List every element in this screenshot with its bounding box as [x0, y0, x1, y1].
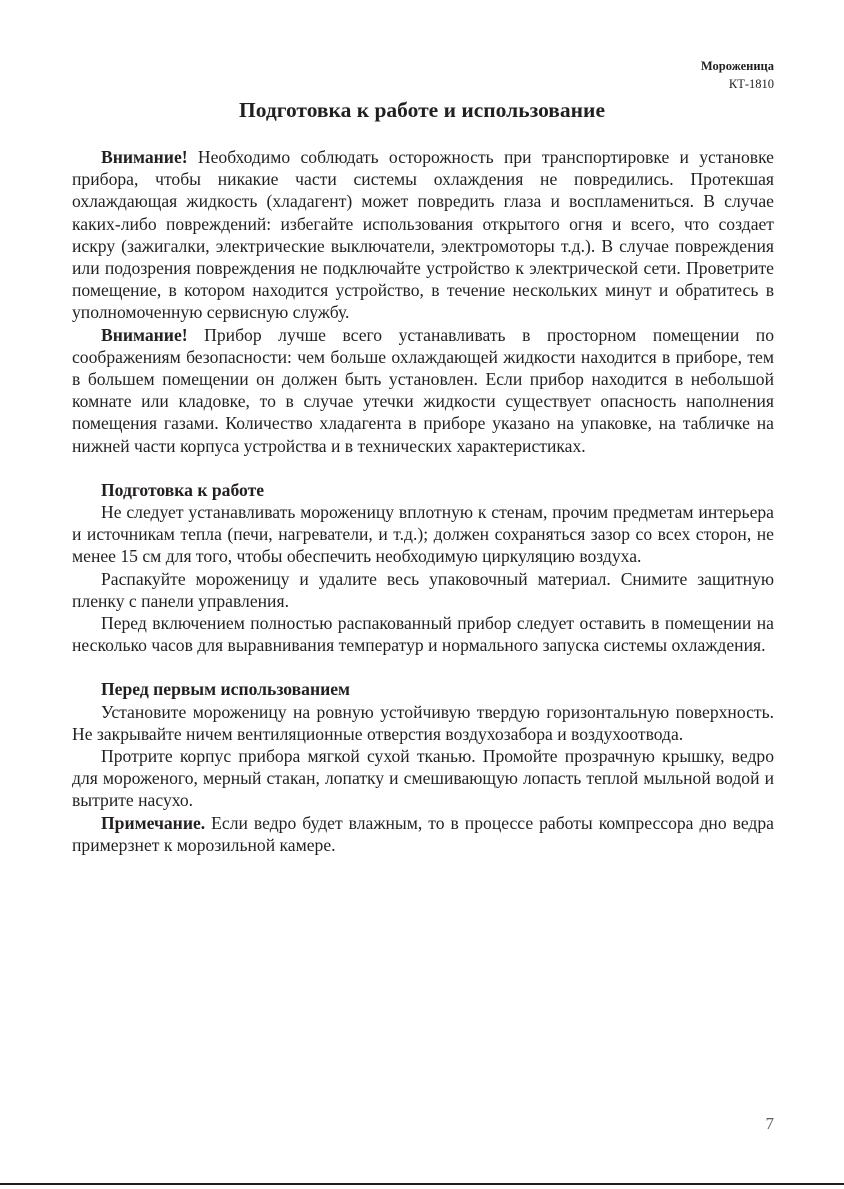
- note-paragraph: [72, 812, 774, 856]
- page-content: [72, 146, 774, 856]
- first-use-heading: Перед первым использованием: [101, 679, 351, 700]
- warning-paragraph-1: [72, 146, 774, 324]
- bottom-divider: [0, 1183, 844, 1185]
- section-spacer: [72, 457, 774, 479]
- product-name: Мороженица: [700, 59, 774, 73]
- section-spacer: [72, 656, 774, 678]
- first-use-paragraph-1: Установите мороженицу на ровную устойчивую твердую горизонтальную поверхность. Не закрывайте ничем вентиляционные отверстия воздухозабора и воздухоотвода.: [72, 701, 774, 744]
- warning-lead-1: Внимание!: [101, 147, 188, 167]
- note-lead: Примечание.: [101, 812, 206, 833]
- warning-lead-2: Внимание!: [101, 324, 188, 345]
- note-text: Если ведро будет влажным, то в процессе работы компрессора дно ведра примерзнет к морозильной камере.: [72, 812, 774, 855]
- product-model: КТ-1810: [728, 77, 774, 91]
- preparation-heading: Подготовка к работе: [101, 479, 265, 500]
- preparation-paragraph-2: Распакуйте мороженицу и удалите весь упаковочный материал. Снимите защитную пленку с панели управления.: [72, 568, 774, 611]
- preparation-paragraph-1: Не следует устанавливать мороженицу вплотную к стенам, прочим предметам интерьера и источникам тепла (печи, нагреватели, и т.д.); должен сохраняться зазор со всех сторон, не менее 15 см для того, чтобы обеспечить необходимую циркуляцию воздуха.: [72, 502, 774, 567]
- warning-paragraph-2: [72, 324, 774, 457]
- product-header: [701, 57, 774, 93]
- preparation-paragraph-3: Перед включением полностью распакованный прибор следует оставить в помещении на несколько часов для выравнивания температур и нормального запуска системы охлаждения.: [72, 613, 774, 656]
- page-number: 7: [765, 1114, 774, 1133]
- warning-text-1: Необходимо соблюдать осторожность при транспортировке и установке прибора, чтобы никакие части системы охлаждения не повредились. Протекшая охлаждающая жидкость (хладагент) может повредить глаза и воспламениться. В случае каких-либо повреждений: избегайте использования открытого огня и всего, что создает искру (зажигалки, электрические выключатели, электромоторы т.д.). В случае повреждения или подозрения повреждения не подключайте устройство к электрической сети. Проветрите помещение, в котором находится устройство, в течение нескольких минут и обратитесь в уполномоченную сервисную службу.: [72, 147, 774, 323]
- page-title: Подготовка к работе и использование: [239, 98, 605, 122]
- first-use-paragraph-2: Протрите корпус прибора мягкой сухой тканью. Промойте прозрачную крышку, ведро для мороженого, мерный стакан, лопатку и смешивающую лопасть теплой мыльной водой и вытрите насухо.: [72, 746, 774, 811]
- warning-text-2: Прибор лучше всего устанавливать в просторном помещении по соображениям безопасности: чем больше охлаждающей жидкости находится в приборе, тем в большем помещении он должен быть установлен. Если прибор находится в небольшой комнате или кладовке, то в случае утечки жидкости существует опасность наполнения помещения газами. Количество хладагента в приборе указано на упаковке, на табличке на нижней части корпуса устройства и в технических характеристиках.: [72, 324, 774, 456]
